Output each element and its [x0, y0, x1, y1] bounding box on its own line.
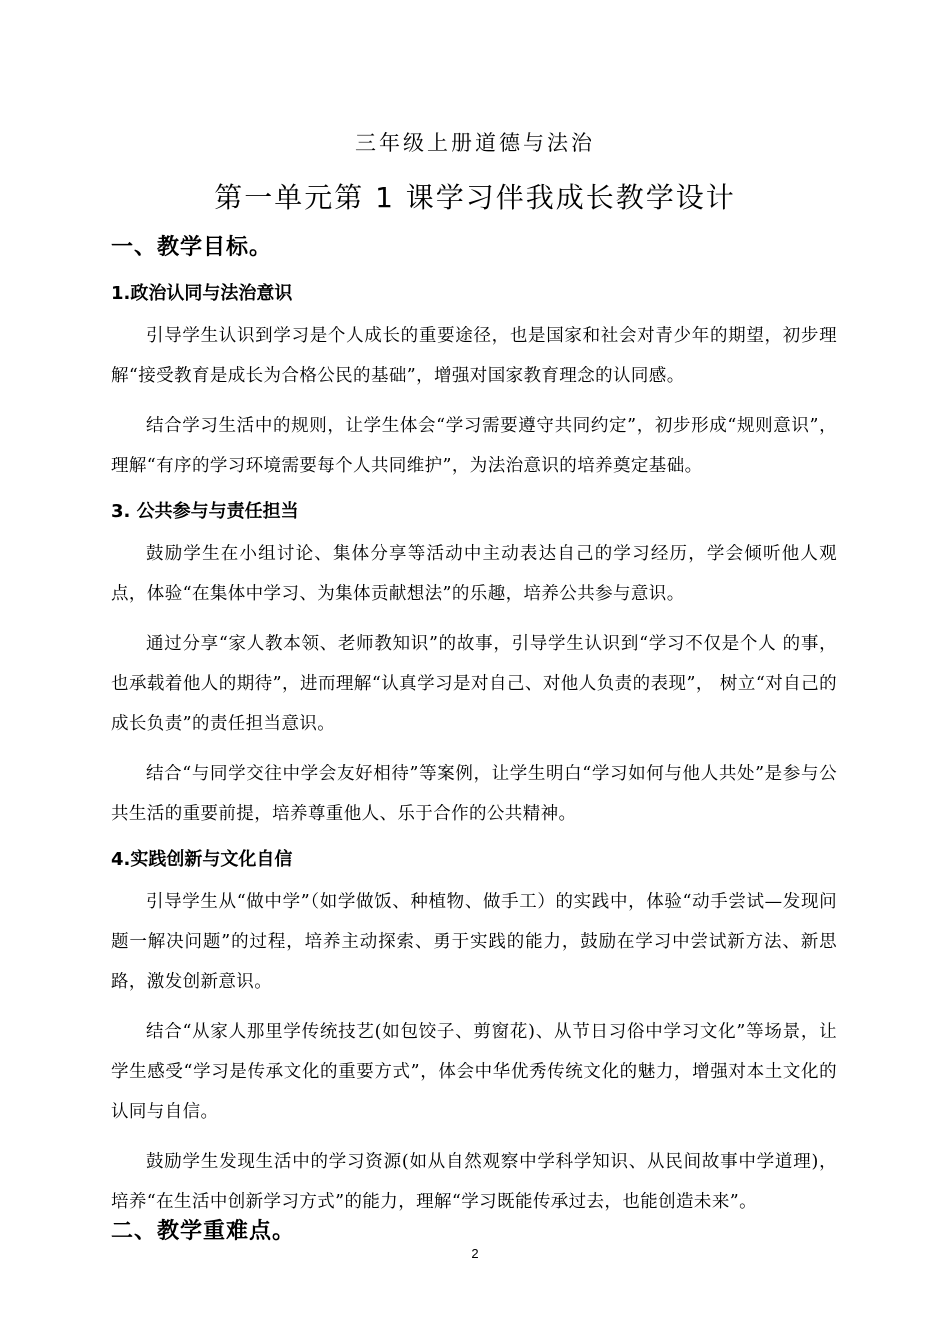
- paragraph: 鼓励学生在小组讨论、集体分享等活动中主动表达自己的学习经历，学会倾听他人观点，体验“在集体中学习、为集体贡献想法”的乐趣，培养公共参与意识。: [111, 544, 837, 604]
- section-heading-key-points: 二、教学重难点。: [111, 1219, 296, 1244]
- paragraph: 结合“从家人那里学传统技艺(如包饺子、剪窗花)、从节日习俗中学习文化”等场景，让学生感受“学习是传承文化的重要方式”，体会中华优秀传统文化的魅力，增强对本土文化的认同与自信。: [111, 1022, 837, 1122]
- paragraph: 结合学习生活中的规则，让学生体会“学习需要遵守共同约定”，初步形成“规则意识”，理解“有序的学习环境需要每个人共同维护”，为法治意识的培养奠定基础。: [111, 416, 837, 476]
- document-supertitle: 三年级上册道德与法治: [355, 131, 595, 155]
- document-body: [111, 228, 837, 1232]
- section-heading-teaching-goals: 一、教学目标。: [111, 235, 273, 260]
- subsection-heading-practice-innovation: 4.实践创新与文化自信: [111, 849, 293, 870]
- paragraph: 引导学生从“做中学”（如学做饭、种植物、做手工）的实践中，体验“动手尝试—发现问题一解决问题”的过程，培养主动探索、勇于实践的能力，鼓励在学习中尝试新方法、新思路，激发创新意识。: [111, 892, 837, 992]
- subsection-heading-political-identity: 1.政治认同与法治意识: [111, 283, 293, 304]
- paragraph: 通过分享“家人教本领、老师教知识”的故事，引导学生认识到“学习不仅是个人 的事，也承载着他人的期待”，进而理解“认真学习是对自己、对他人负责的表现”， 树立“对自己的成长负责”的责任担当意识。: [111, 634, 837, 734]
- document-title: 第一单元第 1 课学习伴我成长教学设计: [214, 181, 736, 214]
- paragraph: 结合“与同学交往中学会友好相待”等案例，让学生明白“学习如何与他人共处”是参与公共生活的重要前提，培养尊重他人、乐于合作的公共精神。: [111, 764, 837, 824]
- page-number: 2: [471, 1246, 479, 1261]
- paragraph: 引导学生认识到学习是个人成长的重要途径，也是国家和社会对青少年的期望，初步理解“接受教育是成长为合格公民的基础”，增强对国家教育理念的认同感。: [111, 326, 837, 386]
- subsection-heading-public-participation: 3. 公共参与与责任担当: [111, 501, 299, 522]
- paragraph: 鼓励学生发现生活中的学习资源(如从自然观察中学科学知识、从民间故事中学道理)，培养“在生活中创新学习方式”的能力，理解“学习既能传承过去，也能创造未来”。: [111, 1152, 837, 1212]
